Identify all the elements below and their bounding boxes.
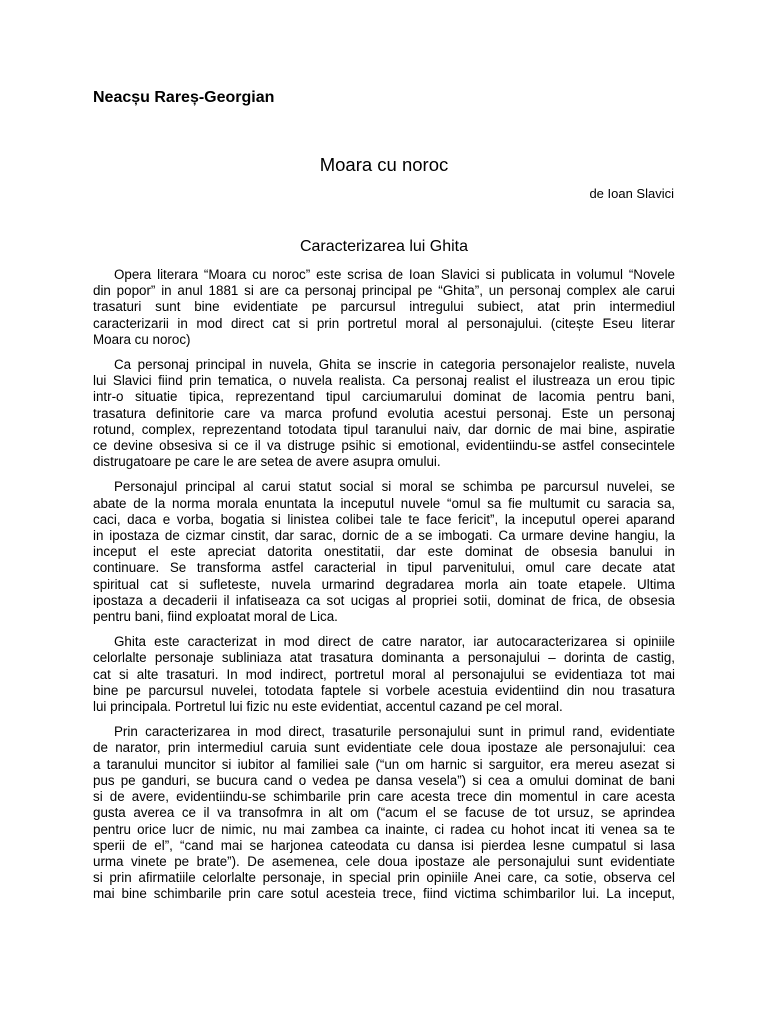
paragraph-line: Personajul principal al carui statut social si moral se schimba pe parcursul nuvelei, se [114, 479, 675, 495]
paragraph [93, 479, 675, 625]
paragraph-line: urma vinete pe brate”). De asemenea, cele doua ipostaze ale personajului sunt evidentiate [93, 853, 675, 869]
paragraph-line: cat si alte trasaturi. In mod indirect, portretul moral al personajului se evidentiaza tot mai [93, 666, 675, 682]
paragraph-line: de narator, prin intermediul caruia sunt evidentiate cele doua ipostaze ale personajului: cea [93, 740, 675, 756]
section-heading: Caracterizarea lui Ghita [299, 238, 469, 255]
paragraph-line: trasatura definitorie care va marca profund evolutia acestui personaj. Este un personaj [93, 405, 675, 421]
paragraph-line: pus pe ganduri, se bucura cand o vedea pe dansa vesela”) si cea a omului dominat de bani [93, 772, 675, 788]
paragraph-line: celorlalte personaje subliniaza atat trasatura dominanta a personajului – dorinta de castig, [93, 650, 675, 666]
paragraph-line: pentru bani, fiind exploatat moral de Lica. [93, 609, 338, 625]
paragraph-line: caracterizarii in mod direct cat si prin portretul moral al personajului. (citește Eseu literar [93, 315, 675, 331]
paragraph-line: continuare. Se transforma astfel caracterial in tipul parvenitului, omul care decate atat [93, 560, 675, 576]
paragraph-line: caci, daca e vorba, bogatia si linistea colibei tale te face fericit”, la inceputul operei aparand [93, 511, 675, 527]
paragraph-line: si de avere, evidentiindu-se schimbarile prin care acesta trece din momentul in care acesta [93, 789, 675, 805]
author-byline: de Ioan Slavici [589, 186, 674, 201]
paragraph-line: Opera literara “Moara cu noroc” este scrisa de Ioan Slavici si publicata in volumul “Novele [114, 267, 675, 282]
paragraph-line: Ca personaj principal in nuvela, Ghita se inscrie in categoria personajelor realiste, nuvela [114, 357, 675, 373]
paragraph-line: ce devine obsesiva si ce il va distruge psihic si emotional, evidentiindu-se astfel consecintele [93, 438, 675, 454]
paragraph-line: lui Slavici fiind prin tematica, o nuvela realista. Ca personaj realist el ilustreaza un erou tipic [93, 373, 675, 389]
paragraph-line: Moara cu noroc) [93, 331, 191, 347]
paragraph-line: abate de la norma morala enuntata la inceputul nuvele “omul sa fie multumit cu saracia sa, [93, 495, 675, 511]
paragraph-line: intr-o situatie tipica, reprezentand tipul carciumarului dominat de lacomia pentru bani, [93, 389, 675, 405]
paragraph-line: spiritual cat si sufleteste, nuvela urmarind degradarea morla ain toate etapele. Ultima [93, 576, 675, 592]
paragraph-line: Ghita este caracterizat in mod direct de catre narator, iar autocaracterizarea si opiniile [114, 634, 675, 650]
paragraph [93, 357, 675, 470]
paragraph-line: ipostaza a decaderii il infatiseaza ca sot ucigas al propriei sotii, dominat de frica, de obsesia [93, 592, 675, 608]
paragraph-line: Prin caracterizarea in mod direct, trasaturile personajului sunt in primul rand, evidentiate [114, 724, 675, 740]
page-title: Moara cu noroc [319, 154, 449, 175]
paragraph-line: in ipostaza de cizmar cinstit, dar sarac, dornic de a se imbogati. Ca urmare devine hangiu, la [93, 528, 675, 544]
paragraph-line: lui principala. Portretul lui fizic nu este evidentiat, accentul cazand pe cel moral. [93, 699, 563, 715]
paragraph-line: pentru orice lucr de nimic, nu mai zambea ca inainte, ci radea cu hohot incat iti venea sa te [93, 821, 675, 837]
paragraph-line: bine pe parcursul nuvelei, totodata faptele si vorbele acestuia evidentiind din nou trasatura [93, 682, 675, 698]
paragraph [93, 724, 675, 902]
paragraph-line: distrugatoare pe care le are setea de avere asupra omului. [93, 454, 441, 470]
paragraph-line: gusta averea ce il va transofmra in alt om (“acum el se facuse de tot ursuz, se aprindea [93, 805, 675, 821]
paragraph-line: din popor” in anul 1881 si are ca personaj principal pe “Ghita”, un personaj complex ale carui [93, 283, 675, 299]
paragraph [93, 267, 675, 348]
paragraph-line: rotund, complex, reprezentand totodata tipul taranului naiv, dar dornic de mai bine, aspiratie [93, 421, 675, 437]
paragraph-line: mai bine schimbarile prin care sotul acesteia trece, fiind victima schimbarilor lui. La inceput, [93, 886, 675, 902]
paragraph-line: trasaturi sunt bine evidentiate pe parcursul intregului subiect, atat prin intermediul [93, 299, 675, 315]
paragraph-line: sperii de el”, “cand mai se harjonea cateodata cu dansa isi pierdea lesne cumpatul si lasa [93, 837, 675, 853]
document-body [93, 267, 675, 912]
paragraph-line: si prin afirmatiile celorlalte personaje, in special prin opiniile Anei care, ca sotie, observa cel [93, 870, 675, 886]
paragraph-line: a taranului muncitor si iubitor al familiei sale (“un om harnic si sarguitor, era mereu asezat si [93, 756, 675, 772]
paragraph [93, 634, 675, 715]
author-name: Neacșu Rareș-Georgian [93, 89, 275, 106]
paragraph-line: inceput el este apreciat datorita onestitatii, dar este dominat de obsesia banului in [93, 544, 675, 560]
